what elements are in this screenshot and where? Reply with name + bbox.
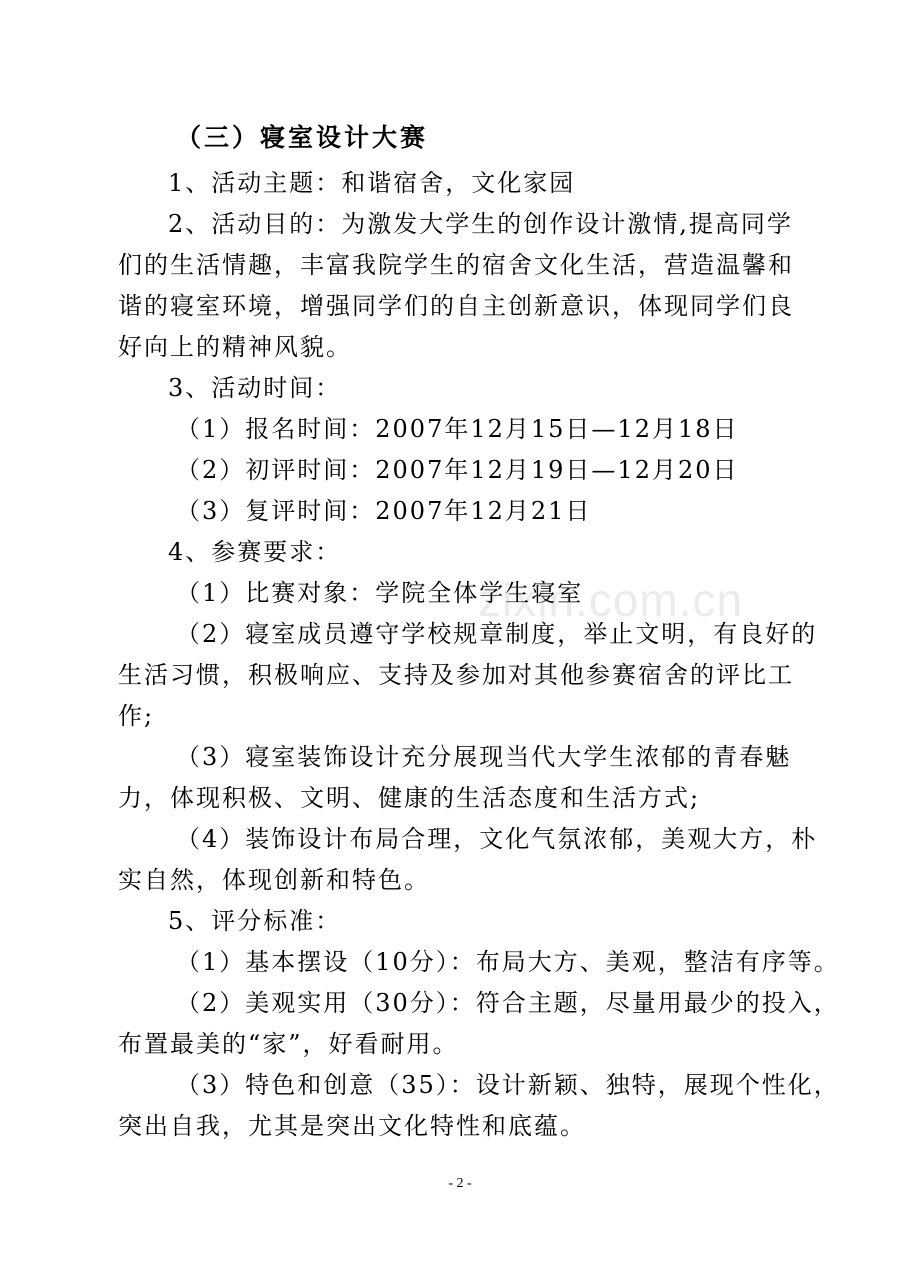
paragraph-line: 实自然，体现创新和特色。 bbox=[118, 866, 430, 894]
paragraph-line: （2）寝室成员遵守学校规章制度，举止文明，有良好的 bbox=[176, 620, 818, 648]
paragraph-line: （1）报名时间：2007年12月15日—12月18日 bbox=[176, 415, 739, 443]
paragraph-line: 4、参赛要求： bbox=[168, 538, 342, 566]
paragraph-line: （4）装饰设计布局合理，文化气氛浓郁，美观大方，朴 bbox=[176, 825, 818, 853]
paragraph-line: （2）美观实用（30分）：符合主题，尽量用最少的投入， bbox=[176, 989, 840, 1017]
paragraph-line: 作; bbox=[118, 702, 155, 730]
paragraph-line: 3、活动时间： bbox=[168, 374, 342, 402]
paragraph-line: 好向上的精神风貌。 bbox=[118, 333, 352, 361]
paragraph-line: 1、活动主题：和谐宿舍，文化家园 bbox=[168, 169, 576, 197]
paragraph-line: 2、活动目的：为激发大学生的创作设计激情,提高同学 bbox=[168, 210, 793, 238]
paragraph-line: 布置最美的“家”，好看耐用。 bbox=[118, 1030, 459, 1058]
paragraph-line: （3）特色和创意（35）：设计新颖、独特，展现个性化， bbox=[176, 1071, 840, 1099]
paragraph-line: 力，体现积极、文明、健康的生活态度和生活方式; bbox=[118, 784, 701, 812]
paragraph-line: 5、评分标准： bbox=[168, 907, 342, 935]
paragraph-line: （3）复评时间：2007年12月21日 bbox=[176, 497, 592, 525]
paragraph-line: （1）基本摆设（10分）：布局大方、美观，整洁有序等。 bbox=[176, 948, 840, 976]
paragraph-line: （2）初评时间：2007年12月19日—12月20日 bbox=[176, 456, 739, 484]
page-number: - 2 - bbox=[448, 1176, 472, 1191]
section-heading: （三）寝室设计大赛 bbox=[176, 123, 429, 152]
paragraph-line: 谐的寝室环境，增强同学们的自主创新意识，体现同学们良 bbox=[118, 292, 794, 320]
paragraph-line: 生活习惯，积极响应、支持及参加对其他参赛宿舍的评比工 bbox=[118, 661, 794, 689]
paragraph-line: （3）寝室装饰设计充分展现当代大学生浓郁的青春魅 bbox=[176, 743, 792, 771]
watermark: zixin.com.cn bbox=[478, 574, 744, 626]
paragraph-line: 们的生活情趣，丰富我院学生的宿舍文化生活，营造温馨和 bbox=[118, 251, 794, 279]
paragraph-line: （1）比赛对象：学院全体学生寝室 bbox=[176, 579, 584, 607]
paragraph-line: 突出自我，尤其是突出文化特性和底蕴。 bbox=[118, 1112, 586, 1140]
